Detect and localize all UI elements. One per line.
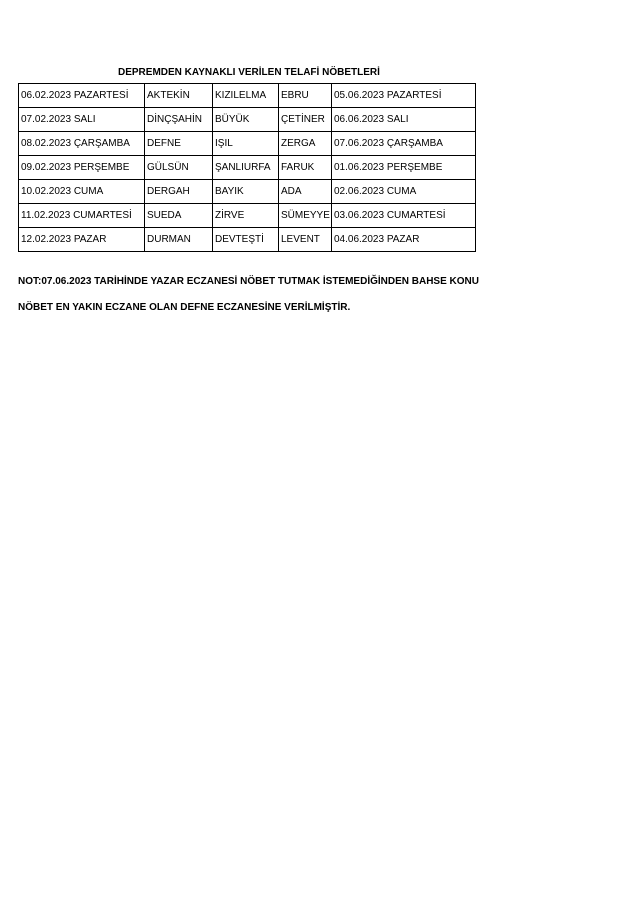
pharmacy-cell: SUEDA	[145, 204, 213, 228]
makeup-date-cell: 04.06.2023 PAZAR	[332, 228, 476, 252]
pharmacy-cell: ZERGA	[279, 132, 332, 156]
pharmacy-cell: BAYIK	[213, 180, 279, 204]
pharmacy-cell: DEVTEŞTİ	[213, 228, 279, 252]
original-date-cell: 11.02.2023 CUMARTESİ	[19, 204, 145, 228]
pharmacy-cell: BÜYÜK	[213, 108, 279, 132]
pharmacy-cell: ADA	[279, 180, 332, 204]
makeup-date-cell: 05.06.2023 PAZARTESİ	[332, 84, 476, 108]
makeup-date-cell: 03.06.2023 CUMARTESİ	[332, 204, 476, 228]
makeup-date-cell: 06.06.2023 SALI	[332, 108, 476, 132]
table-row	[19, 108, 476, 132]
original-date-cell: 06.02.2023 PAZARTESİ	[19, 84, 145, 108]
table-row	[19, 180, 476, 204]
table-row	[19, 84, 476, 108]
pharmacy-cell: SÜMEYYE	[279, 204, 332, 228]
makeup-date-cell: 01.06.2023 PERŞEMBE	[332, 156, 476, 180]
pharmacy-cell: EBRU	[279, 84, 332, 108]
pharmacy-cell: ŞANLIURFA	[213, 156, 279, 180]
pharmacy-cell: ZİRVE	[213, 204, 279, 228]
makeup-date-cell: 02.06.2023 CUMA	[332, 180, 476, 204]
original-date-cell: 07.02.2023 SALI	[19, 108, 145, 132]
pharmacy-cell: IŞIL	[213, 132, 279, 156]
pharmacy-cell: GÜLSÜN	[145, 156, 213, 180]
pharmacy-cell: DİNÇŞAHİN	[145, 108, 213, 132]
table-row	[19, 132, 476, 156]
pharmacy-cell: FARUK	[279, 156, 332, 180]
pharmacy-cell: ÇETİNER	[279, 108, 332, 132]
table-row	[19, 156, 476, 180]
original-date-cell: 10.02.2023 CUMA	[19, 180, 145, 204]
note-line-1: NOT:07.06.2023 TARİHİNDE YAZAR ECZANESİ NÖBET TUTMAK İSTEMEDİĞİNDEN BAHSE KONU	[18, 276, 479, 287]
pharmacy-cell: DURMAN	[145, 228, 213, 252]
note-line-2: NÖBET EN YAKIN ECZANE OLAN DEFNE ECZANESİNE VERİLMİŞTİR.	[18, 302, 351, 313]
duty-schedule-table	[18, 83, 476, 252]
table-row	[19, 204, 476, 228]
original-date-cell: 08.02.2023 ÇARŞAMBA	[19, 132, 145, 156]
pharmacy-cell: DEFNE	[145, 132, 213, 156]
original-date-cell: 12.02.2023 PAZAR	[19, 228, 145, 252]
pharmacy-cell: LEVENT	[279, 228, 332, 252]
original-date-cell: 09.02.2023 PERŞEMBE	[19, 156, 145, 180]
page-title: DEPREMDEN KAYNAKLI VERİLEN TELAFİ NÖBETLERİ	[118, 67, 380, 78]
pharmacy-cell: KIZILELMA	[213, 84, 279, 108]
pharmacy-cell: AKTEKİN	[145, 84, 213, 108]
table-row	[19, 228, 476, 252]
pharmacy-cell: DERGAH	[145, 180, 213, 204]
makeup-date-cell: 07.06.2023 ÇARŞAMBA	[332, 132, 476, 156]
